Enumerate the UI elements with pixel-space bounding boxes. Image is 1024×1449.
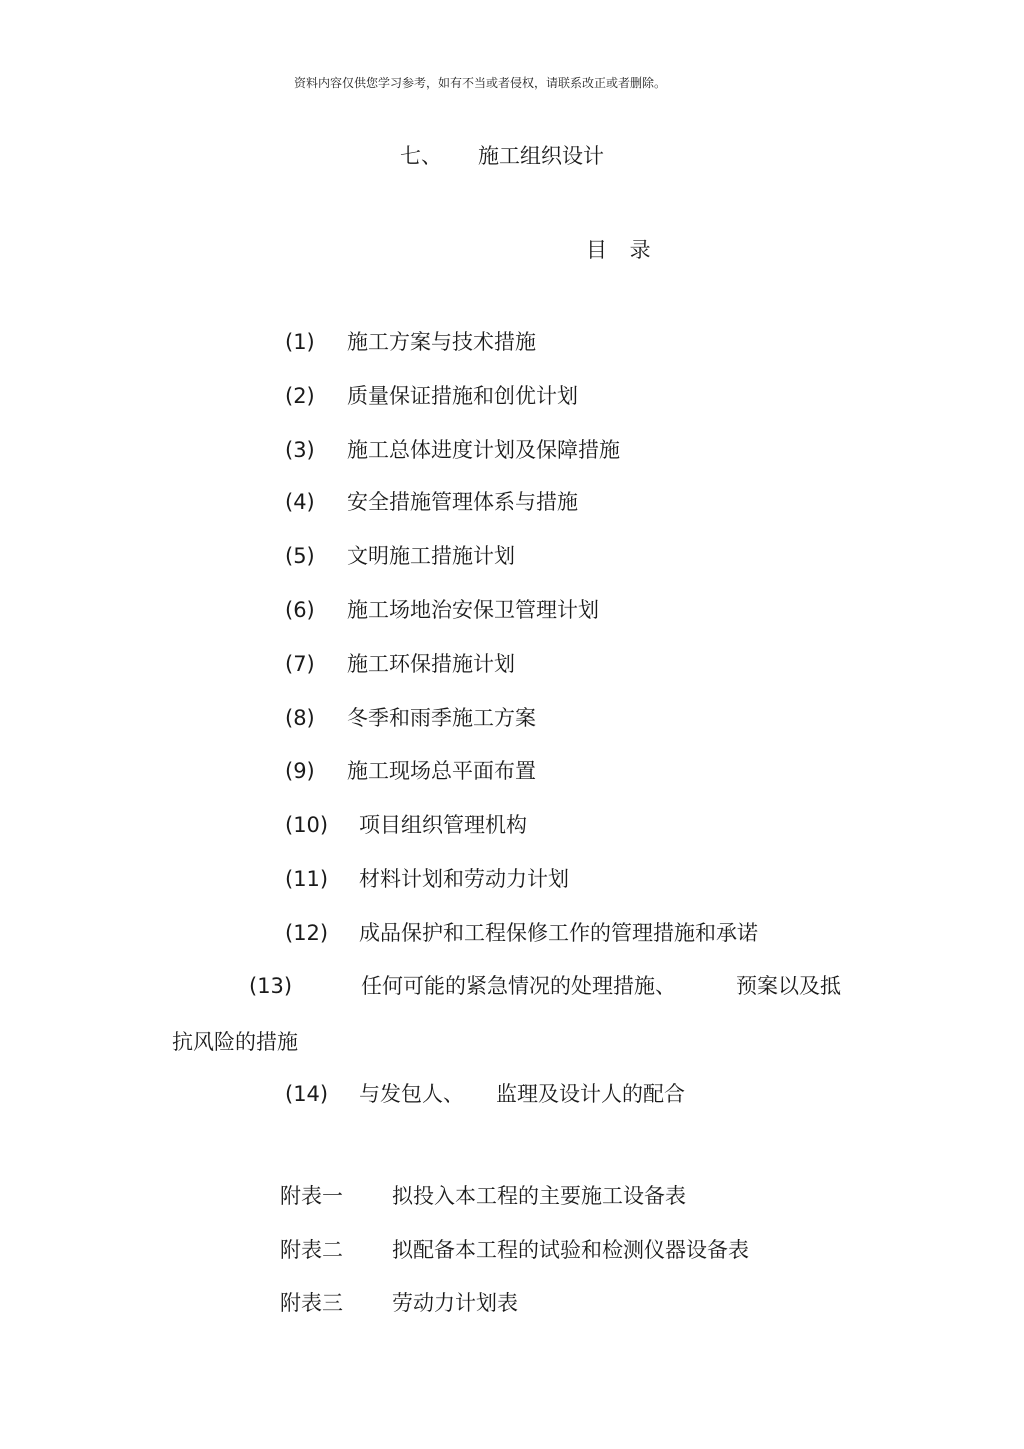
toc-item xyxy=(285,594,599,624)
toc-index: (4) xyxy=(285,490,315,514)
annex-text: 拟配备本工程的试验和检测仪器设备表 xyxy=(392,1238,749,1262)
section-title-text: 施工组织设计 xyxy=(478,144,604,168)
toc-text: 施工总体进度计划及保障措施 xyxy=(347,438,620,462)
toc-text: 任何可能的紧急情况的处理措施、 xyxy=(361,974,676,998)
toc-item xyxy=(285,917,758,947)
toc-text: 与发包人、 xyxy=(359,1082,464,1106)
toc-text: 施工环保措施计划 xyxy=(347,652,515,676)
annex-text: 拟投入本工程的主要施工设备表 xyxy=(392,1184,686,1208)
toc-item-wrap-line: 抗风险的措施 xyxy=(172,1030,298,1054)
toc-index: (2) xyxy=(285,384,315,408)
toc-text: 文明施工措施计划 xyxy=(347,544,515,568)
toc-text-continued: 预案以及抵 xyxy=(736,974,841,998)
toc-index: (12) xyxy=(285,921,329,945)
toc-text: 施工现场总平面布置 xyxy=(347,759,536,783)
annex-label: 附表三 xyxy=(280,1291,343,1315)
toc-index: (13) xyxy=(249,974,293,998)
toc-text: 材料计划和劳动力计划 xyxy=(359,867,569,891)
toc-item xyxy=(285,755,536,785)
annex-item xyxy=(280,1180,686,1210)
toc-item xyxy=(285,380,578,410)
annex-item xyxy=(280,1234,749,1264)
annex-text: 劳动力计划表 xyxy=(392,1291,518,1315)
toc-text: 冬季和雨季施工方案 xyxy=(347,706,536,730)
toc-index: (11) xyxy=(285,867,329,891)
toc-index: (5) xyxy=(285,544,315,568)
toc-text: 施工方案与技术措施 xyxy=(347,330,536,354)
toc-item xyxy=(285,863,569,893)
toc-index: (10) xyxy=(285,813,329,837)
toc-title: 目 录 xyxy=(586,238,659,262)
toc-item xyxy=(285,702,536,732)
toc-text: 质量保证措施和创优计划 xyxy=(347,384,578,408)
toc-item xyxy=(285,809,527,839)
annex-label: 附表二 xyxy=(280,1238,343,1262)
toc-index: (9) xyxy=(285,759,315,783)
toc-item xyxy=(285,486,578,516)
toc-index: (8) xyxy=(285,706,315,730)
header-disclaimer: 资料内容仅供您学习参考，如有不当或者侵权，请联系改正或者删除。 xyxy=(293,76,666,90)
toc-item xyxy=(285,326,536,356)
toc-text: 施工场地治安保卫管理计划 xyxy=(347,598,599,622)
toc-index: (7) xyxy=(285,652,315,676)
annex-item xyxy=(280,1287,518,1317)
annex-label: 附表一 xyxy=(280,1184,343,1208)
toc-text: 安全措施管理体系与措施 xyxy=(347,490,578,514)
toc-text: 项目组织管理机构 xyxy=(359,813,527,837)
toc-item xyxy=(285,1078,685,1108)
toc-text: 成品保护和工程保修工作的管理措施和承诺 xyxy=(359,921,758,945)
toc-item xyxy=(285,648,515,678)
toc-item xyxy=(285,434,620,464)
section-title xyxy=(400,140,604,170)
toc-index: (6) xyxy=(285,598,315,622)
section-number: 七、 xyxy=(400,144,442,168)
toc-item xyxy=(249,970,841,1000)
toc-index: (1) xyxy=(285,330,315,354)
toc-item xyxy=(285,540,515,570)
toc-index: (14) xyxy=(285,1082,329,1106)
toc-text-continued: 监理及设计人的配合 xyxy=(496,1082,685,1106)
toc-index: (3) xyxy=(285,438,315,462)
